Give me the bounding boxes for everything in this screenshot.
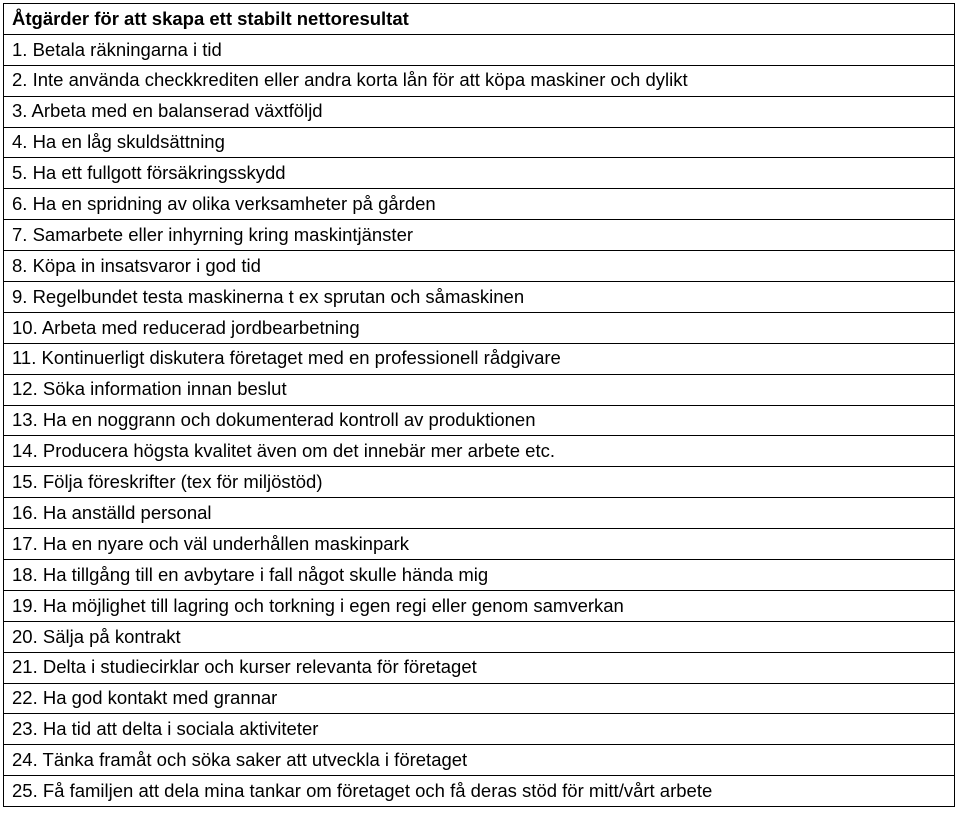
table-row <box>4 251 955 282</box>
table-row <box>4 34 955 65</box>
measure-item: 7. Samarbete eller inhyrning kring maskintjänster <box>4 220 955 251</box>
table-row <box>4 312 955 343</box>
measure-item: 14. Producera högsta kvalitet även om det innebär mer arbete etc. <box>4 436 955 467</box>
measures-table-container <box>3 3 955 807</box>
table-row <box>4 127 955 158</box>
measure-item: 5. Ha ett fullgott försäkringsskydd <box>4 158 955 189</box>
table-row <box>4 560 955 591</box>
table-row <box>4 745 955 776</box>
table-row <box>4 714 955 745</box>
table-row <box>4 405 955 436</box>
measure-item: 19. Ha möjlighet till lagring och torkning i egen regi eller genom samverkan <box>4 590 955 621</box>
measures-table <box>3 3 955 807</box>
measure-item: 12. Söka information innan beslut <box>4 374 955 405</box>
measure-item: 6. Ha en spridning av olika verksamheter på gården <box>4 189 955 220</box>
measure-item: 1. Betala räkningarna i tid <box>4 34 955 65</box>
measure-item: 11. Kontinuerligt diskutera företaget med en professionell rådgivare <box>4 343 955 374</box>
table-row <box>4 436 955 467</box>
table-row <box>4 343 955 374</box>
table-row <box>4 220 955 251</box>
table-row <box>4 590 955 621</box>
table-row <box>4 652 955 683</box>
table-header-cell: Åtgärder för att skapa ett stabilt nettoresultat <box>4 4 955 35</box>
measure-item: 17. Ha en nyare och väl underhållen maskinpark <box>4 529 955 560</box>
table-row <box>4 498 955 529</box>
measure-item: 3. Arbeta med en balanserad växtföljd <box>4 96 955 127</box>
measure-item: 4. Ha en låg skuldsättning <box>4 127 955 158</box>
table-row <box>4 189 955 220</box>
measure-item: 23. Ha tid att delta i sociala aktiviteter <box>4 714 955 745</box>
measure-item: 10. Arbeta med reducerad jordbearbetning <box>4 312 955 343</box>
measures-table-body <box>4 4 955 807</box>
measure-item: 15. Följa föreskrifter (tex för miljöstöd) <box>4 467 955 498</box>
table-row <box>4 282 955 313</box>
measure-item: 21. Delta i studiecirklar och kurser relevanta för företaget <box>4 652 955 683</box>
table-row <box>4 374 955 405</box>
measure-item: 25. Få familjen att dela mina tankar om företaget och få deras stöd för mitt/vårt arbete <box>4 776 955 807</box>
measure-item: 18. Ha tillgång till en avbytare i fall något skulle hända mig <box>4 560 955 591</box>
table-row <box>4 65 955 96</box>
measure-item: 24. Tänka framåt och söka saker att utveckla i företaget <box>4 745 955 776</box>
table-row <box>4 96 955 127</box>
measure-item: 9. Regelbundet testa maskinerna t ex sprutan och såmaskinen <box>4 282 955 313</box>
measure-item: 13. Ha en noggrann och dokumenterad kontroll av produktionen <box>4 405 955 436</box>
measure-item: 22. Ha god kontakt med grannar <box>4 683 955 714</box>
measure-item: 20. Sälja på kontrakt <box>4 621 955 652</box>
table-row <box>4 776 955 807</box>
table-row <box>4 621 955 652</box>
table-row <box>4 467 955 498</box>
measure-item: 8. Köpa in insatsvaror i god tid <box>4 251 955 282</box>
table-row <box>4 158 955 189</box>
table-row <box>4 683 955 714</box>
table-header-row <box>4 4 955 35</box>
table-row <box>4 529 955 560</box>
measure-item: 16. Ha anställd personal <box>4 498 955 529</box>
measure-item: 2. Inte använda checkkrediten eller andra korta lån för att köpa maskiner och dylikt <box>4 65 955 96</box>
